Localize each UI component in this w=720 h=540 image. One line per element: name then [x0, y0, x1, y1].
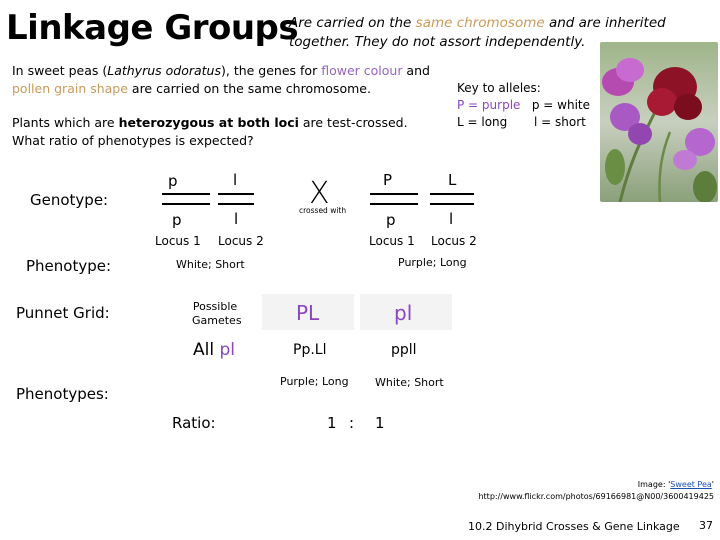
genotype-label: Genotype: [30, 191, 109, 209]
parent1-chromosome-line-4 [218, 203, 254, 205]
ratio-right: 1 [375, 414, 385, 432]
key-long: L = long [457, 115, 508, 129]
intro-pollen-shape: pollen grain shape [12, 81, 128, 96]
parent1-chromosome-line-1 [162, 193, 210, 195]
intro-text [12, 62, 432, 98]
parent2-allele-bottom-1: p [386, 211, 396, 229]
course-footer: 10.2 Dihybrid Crosses & Gene Linkage [468, 520, 680, 533]
parent2-chromosome-line-4 [430, 203, 474, 205]
image-credit [638, 480, 714, 489]
offspring-cell-1: Pp.Ll [293, 342, 327, 358]
phenotype-label: Phenotype: [26, 257, 112, 275]
parent1-locus-1: Locus 1 [155, 234, 201, 248]
question-text [12, 114, 432, 150]
row-gamete-pl: pl [219, 340, 235, 360]
row-gamete-all: All [193, 340, 220, 360]
parent2-phenotype: Purple; Long [398, 256, 467, 269]
sweet-pea-photo [600, 42, 718, 202]
intro-part3: and [402, 63, 430, 78]
key-white: p = white [531, 98, 591, 112]
key-short: l = short [533, 115, 586, 129]
intro-flower-colour: flower colour [321, 63, 403, 78]
offspring-cell-2: ppll [391, 342, 417, 358]
subtitle-part1: Are carried on the [289, 15, 416, 31]
parent2-allele-top-1: P [383, 171, 393, 189]
credit-suffix: ' [711, 480, 714, 489]
credit-link[interactable]: Sweet Pea [670, 480, 712, 489]
phenotypes-label: Phenotypes: [16, 385, 109, 403]
page-number: 37 [699, 519, 713, 532]
parent1-allele-bottom-2: l [234, 210, 239, 228]
ratio-label: Ratio: [172, 414, 216, 432]
cross-symbol: X [309, 176, 330, 211]
parent1-allele-bottom-1: p [172, 211, 182, 229]
possible-gametes-label: Possible Gametes [192, 300, 242, 327]
page-title: Linkage Groups [6, 8, 299, 48]
sweet-pea-image [600, 42, 718, 202]
parent2-locus-2: Locus 2 [431, 234, 477, 248]
gamete-pl: pl [394, 301, 413, 325]
allele-key [457, 80, 590, 131]
key-purple: P = purple [457, 98, 521, 112]
ratio-left: 1 [327, 414, 337, 432]
question-part2: are test-crossed. What ratio of phenotypes is expected? [12, 115, 408, 148]
ratio-separator: : [349, 414, 355, 432]
parent2-chromosome-line-2 [430, 193, 474, 195]
question-bold: heterozygous at both loci [118, 115, 299, 130]
punnet-grid-label: Punnet Grid: [16, 304, 110, 322]
intro-part2: ), the genes for [221, 63, 322, 78]
key-title: Key to alleles: [457, 81, 541, 95]
image-url[interactable]: http://www.flickr.com/photos/69166981@N00/3600419425 [478, 492, 714, 501]
parent2-chromosome-line-1 [370, 193, 418, 195]
species-name: Lathyrus odoratus [107, 63, 221, 78]
crossed-with-caption: crossed with [299, 206, 347, 215]
parent2-allele-top-2: L [448, 171, 457, 189]
offspring-phenotype-1: Purple; Long [280, 375, 349, 388]
intro-part1: In sweet peas ( [12, 63, 108, 78]
question-part1: Plants which are [12, 115, 119, 130]
parent1-chromosome-line-2 [218, 193, 254, 195]
row-gamete-label [193, 340, 235, 360]
parent1-locus-2: Locus 2 [218, 234, 264, 248]
parent1-phenotype: White; Short [176, 258, 245, 271]
parent2-chromosome-line-3 [370, 203, 418, 205]
subtitle-part2: and are inherited together. They do not assort independently. [289, 15, 666, 50]
key-line-1 [457, 97, 590, 114]
parent2-locus-1: Locus 1 [369, 234, 415, 248]
parent1-allele-top-1: p [168, 172, 178, 190]
offspring-phenotype-2: White; Short [375, 376, 444, 389]
key-line-2 [457, 114, 590, 131]
intro-part4: are carried on the same chromosome. [127, 81, 371, 96]
gamete-PL: PL [296, 301, 320, 325]
parent2-allele-bottom-2: l [449, 210, 454, 228]
subtitle-highlight: same chromosome [415, 15, 545, 31]
credit-prefix: Image: ' [637, 480, 671, 489]
parent1-allele-top-2: l [233, 171, 238, 189]
parent1-chromosome-line-3 [162, 203, 210, 205]
